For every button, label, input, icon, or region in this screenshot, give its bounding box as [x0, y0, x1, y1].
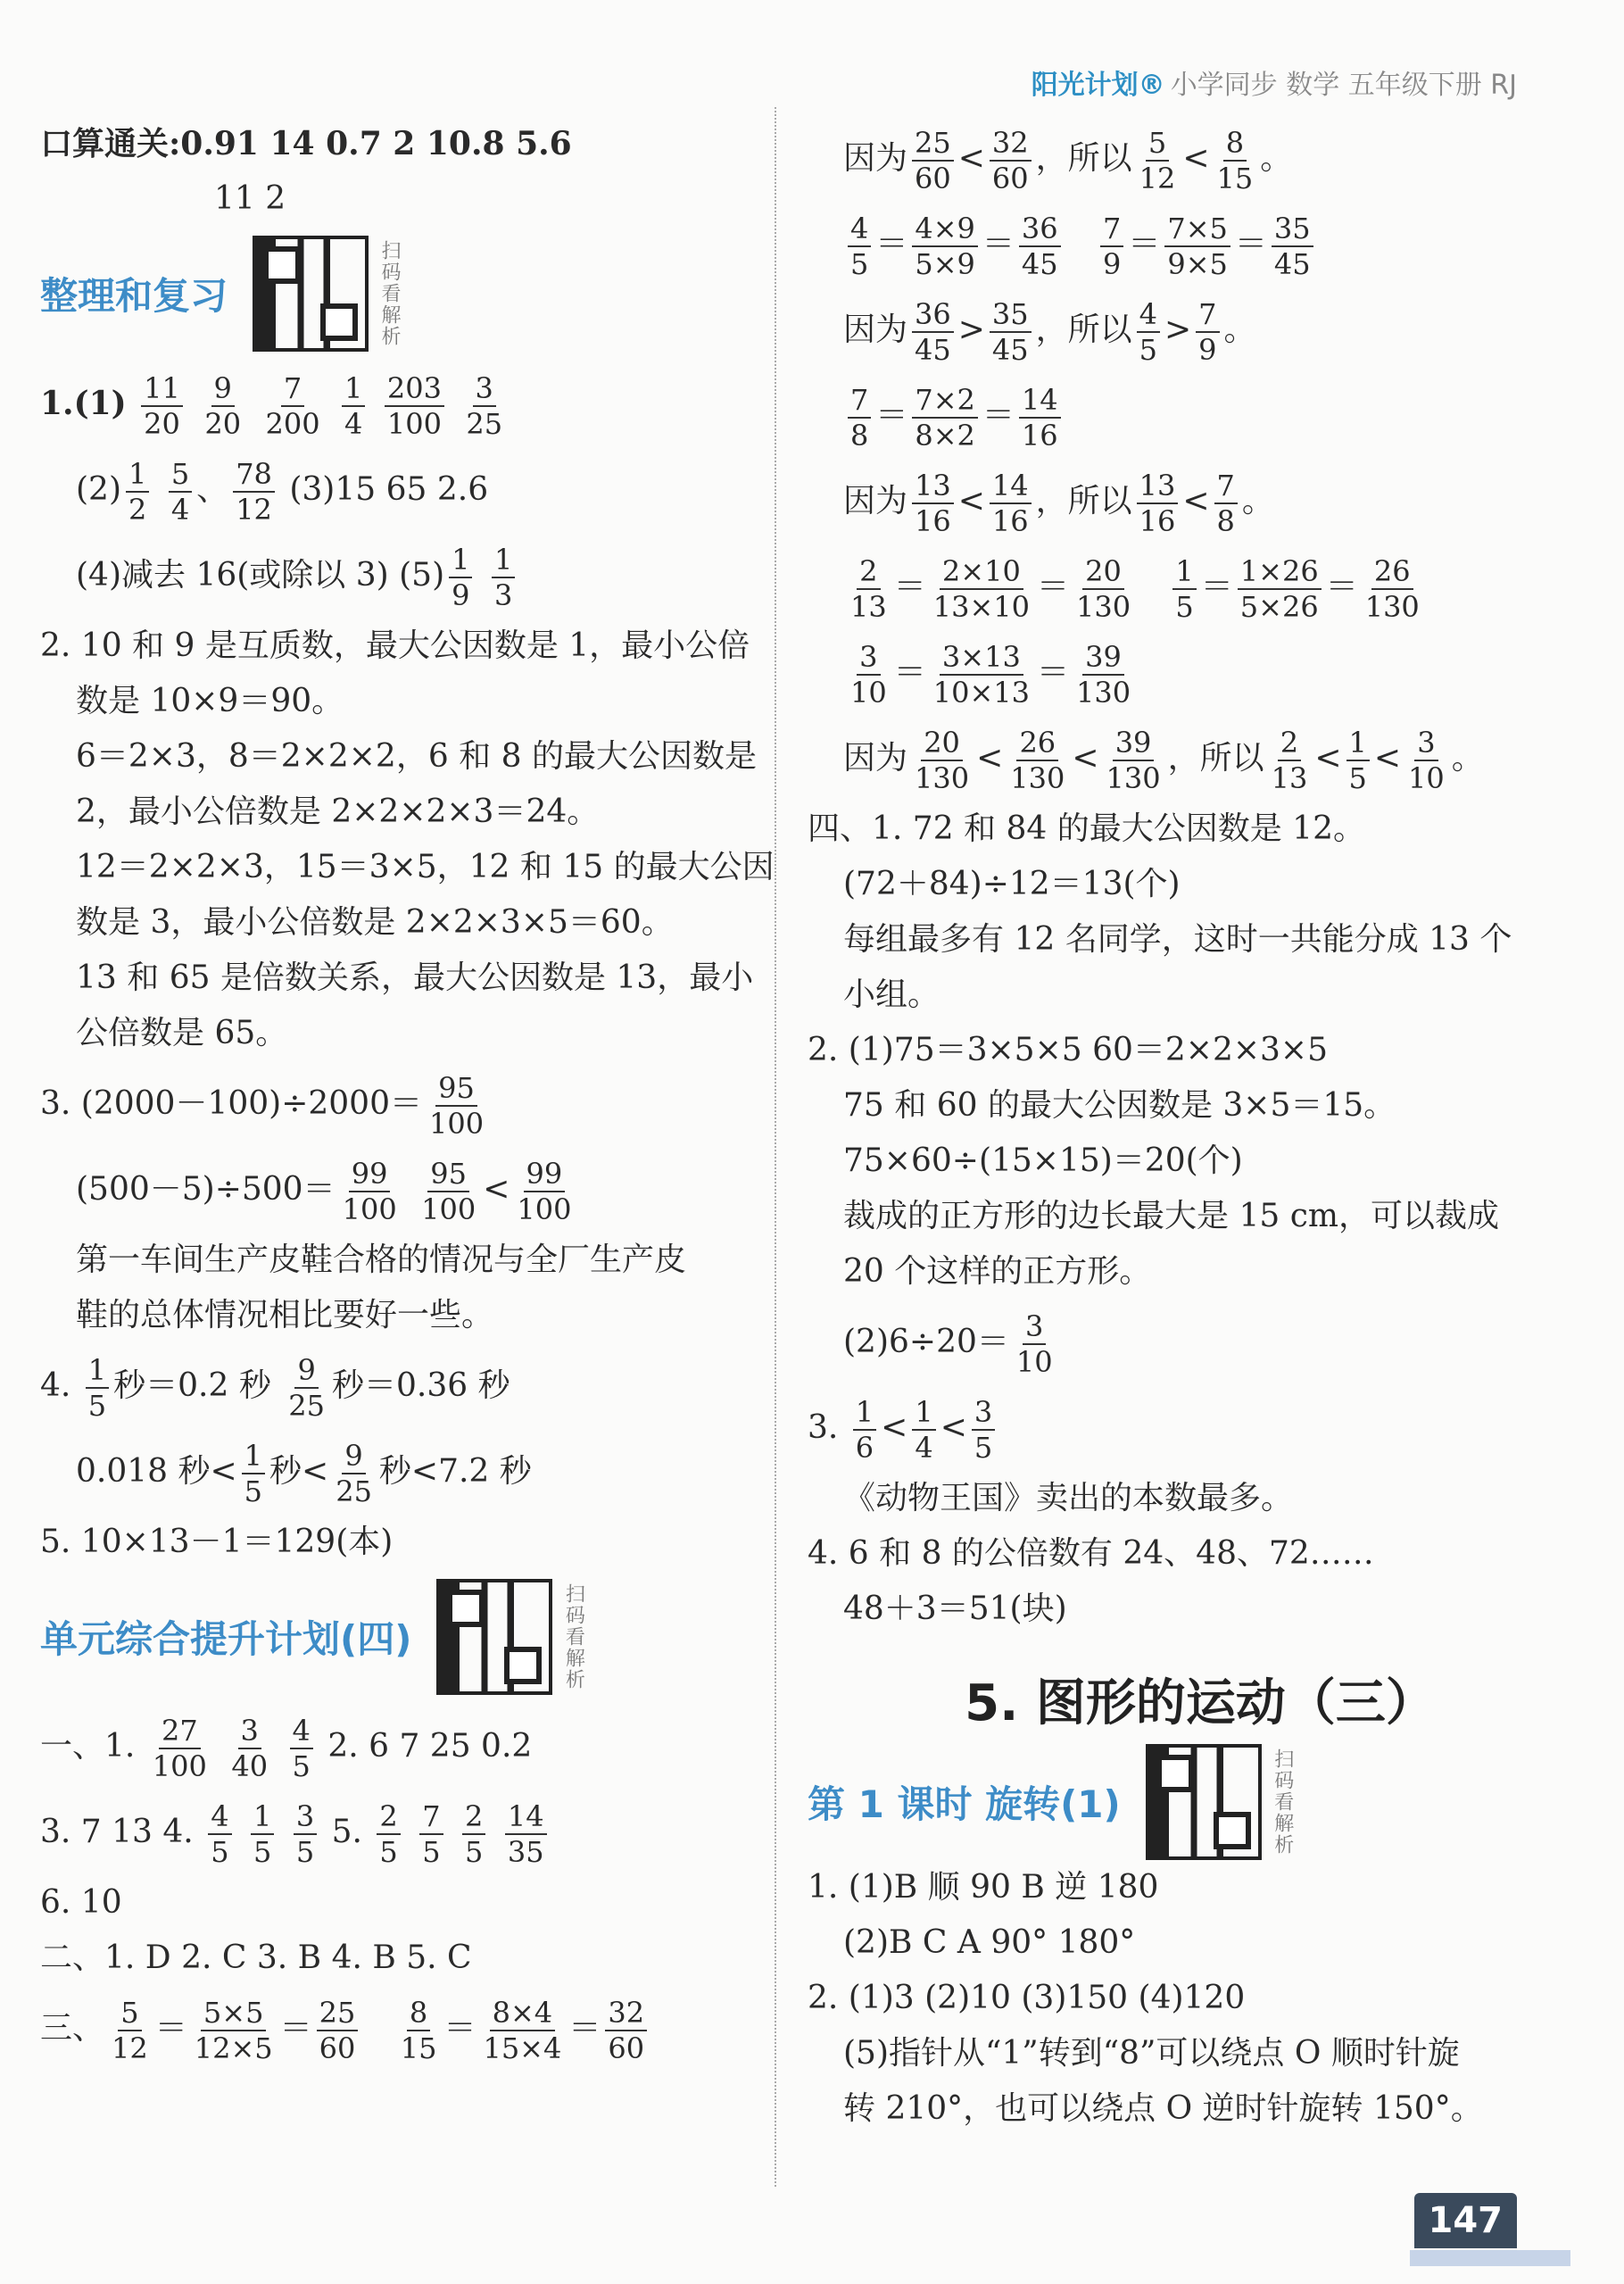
q2-line: 13 和 65 是倍数关系，最大公因数是 13，最小 — [76, 959, 754, 996]
fraction: $\frac{36}{45}$ — [1019, 214, 1061, 278]
right-column — [808, 116, 1539, 2137]
q1-line1 — [40, 361, 754, 447]
q2-line: 2. 10 和 9 是互质数，最大公因数是 1，最小公倍 — [40, 627, 750, 664]
fraction: $\frac{1}{5}$ — [1172, 557, 1196, 621]
fraction: $\frac{3}{25}$ — [466, 371, 503, 441]
q-number: 1.(1) — [40, 385, 127, 422]
fraction: $\frac{8\times 4}{15\times 4}$ — [483, 1996, 562, 2065]
fraction: $\frac{3}{40}$ — [231, 1714, 269, 1783]
q2-line: 2，最小公倍数是 2×2×2×3＝24。 — [76, 793, 600, 830]
fraction: $\frac{5}{12}$ — [1139, 126, 1176, 195]
fraction: $\frac{4}{5}$ — [290, 1716, 313, 1781]
fraction: $\frac{35}{45}$ — [990, 300, 1032, 364]
fraction: $\frac{203}{100}$ — [385, 374, 444, 438]
q2-line: 数是 10×9＝90。 — [76, 683, 344, 719]
fraction: $\frac{1}{9}$ — [449, 545, 472, 610]
fraction: $\frac{2}{5}$ — [462, 1802, 485, 1866]
unit-line2: 3. 7 13 4. $\frac{4}{5}$ $\frac{1}{5}$ $\frac{3}{5}$ 5. $\frac{2}{5}$ $\frac{7}{5}$ $\frac{2}{5}$ $\frac{14}{35}$ — [40, 1790, 754, 1875]
convert-line: $\frac{7}{8}$ ＝ $\frac{7\times 2}{8\times 2}$ ＝ $\frac{14}{16}$ — [808, 373, 1539, 459]
lesson-head — [808, 1744, 1539, 1860]
fraction: $\frac{9}{25}$ — [336, 1439, 372, 1508]
fraction: $\frac{2\times 10}{13\times 10}$ — [932, 554, 1030, 624]
fraction: $\frac{1\times 26}{5\times 26}$ — [1238, 557, 1322, 621]
fraction: $\frac{9}{20}$ — [204, 371, 242, 441]
fraction: $\frac{3}{5}$ — [294, 1802, 317, 1866]
fraction: $\frac{20}{130}$ — [915, 726, 970, 795]
fraction: $\frac{13}{16}$ — [912, 471, 954, 536]
q1-line2: (2) $\frac{1}{2}$ $\frac{5}{4}$ 、 $\frac{78}{12}$ (3)15 65 2.6 — [76, 457, 489, 527]
q3-line2: (500－5)÷500＝ $\frac{99}{100}$ $\frac{95}{100}$ < $\frac{99}{100}$ — [40, 1147, 754, 1233]
section-unit-head — [40, 1570, 754, 1704]
fraction: $\frac{1}{4}$ — [912, 1398, 935, 1462]
fraction: $\frac{3}{5}$ — [972, 1398, 995, 1462]
qr-code-icon[interactable] — [1146, 1744, 1262, 1860]
brand-name: 阳光计划® — [1031, 70, 1165, 101]
fraction: $\frac{95}{100}$ — [421, 1157, 476, 1226]
q5-line: 5. 10×13－1＝129(本) — [40, 1524, 394, 1560]
fraction: $\frac{1}{5}$ — [242, 1441, 265, 1506]
q4-4-text: 4. 6 和 8 的公倍数有 24、48、72…… — [808, 1535, 1374, 1572]
header-subtitle: 小学同步 数学 五年级下册 RJ — [1170, 70, 1517, 101]
q4-text: 裁成的正方形的边长最大是 15 cm，可以裁成 — [843, 1198, 1499, 1234]
fraction: $\frac{1}{6}$ — [853, 1398, 876, 1462]
q4-text: 2. (1)75＝3×5×5 60＝2×2×3×5 — [808, 1032, 1328, 1068]
fraction: $\frac{7}{8}$ — [848, 386, 871, 450]
lesson-title: 第 1 课时 旋转(1) — [808, 1782, 1121, 1826]
fraction: $\frac{3}{10}$ — [1015, 1309, 1053, 1379]
fraction: $\frac{25}{60}$ — [912, 129, 954, 193]
q3-text: 鞋的总体情况相比要好一些。 — [76, 1297, 494, 1333]
q1-line3: (4)减去 16(或除以 3) (5) $\frac{1}{9}$ $\frac{1}{3}$ — [40, 533, 754, 619]
q3-text: 第一车间生产皮鞋合格的情况与全厂生产皮 — [76, 1242, 687, 1278]
chapter-title: 5. 图形的运动（三） — [965, 1674, 1436, 1732]
fraction: $\frac{3\times 13}{10\times 13}$ — [932, 640, 1030, 710]
page-number: 147 — [1414, 2193, 1518, 2248]
q4-3-line: 3. $\frac{1}{6}$ < $\frac{1}{4}$ < $\frac{3}{5}$ — [808, 1385, 1539, 1471]
fraction: $\frac{4\times 9}{5\times 9}$ — [912, 214, 978, 278]
fraction: $\frac{2}{5}$ — [377, 1802, 400, 1866]
page-header — [1032, 62, 1517, 102]
fraction: $\frac{2}{13}$ — [850, 554, 887, 624]
fraction: $\frac{1}{5}$ — [86, 1356, 109, 1420]
fraction: $\frac{14}{16}$ — [1019, 386, 1061, 450]
fraction: $\frac{25}{60}$ — [317, 1998, 359, 2063]
oral-answers-cont: 11 2 — [214, 180, 286, 217]
convert-line: $\frac{3}{10}$ ＝ $\frac{3\times 13}{10\times 13}$ ＝ $\frac{39}{130}$ — [808, 630, 1539, 716]
fraction: $\frac{2}{13}$ — [1271, 726, 1308, 795]
q4-text: (72＋84)÷12＝13(个) — [843, 866, 1181, 902]
fraction: $\frac{1}{5}$ — [1346, 728, 1370, 793]
fraction: $\frac{5\times 5}{12\times 5}$ — [194, 1996, 273, 2065]
q2-line: 公倍数是 65。 — [76, 1015, 288, 1051]
section-review-head — [40, 227, 754, 361]
q4-text: 每组最多有 12 名同学，这时一共能分成 13 个 — [843, 921, 1512, 958]
fraction: $\frac{3}{10}$ — [850, 640, 887, 710]
unit-line4: 二、1. D 2. C 3. B 4. B 5. C — [40, 1939, 472, 1976]
fraction: $\frac{14}{16}$ — [990, 471, 1032, 536]
oral-answers: 口算通关:0.91 14 0.7 2 10.8 5.6 — [40, 125, 572, 162]
qr-code-icon[interactable] — [253, 236, 369, 352]
section-title: 整理和复习 — [40, 274, 228, 318]
footer-bar — [1410, 2250, 1570, 2266]
lesson-answer: (5)指针从“1”转到“8”可以绕点 O 顺时针旋 — [843, 2035, 1460, 2072]
compare-line: 因为 $\frac{25}{60}$ < $\frac{32}{60}$ ，所以 $\frac{5}{12}$ < $\frac{8}{15}$ 。 — [843, 126, 1293, 195]
compare-line: 因为 $\frac{13}{16}$ < $\frac{14}{16}$ ，所以 $\frac{13}{16}$ < $\frac{7}{8}$ 。 — [843, 469, 1274, 538]
fraction: $\frac{14}{35}$ — [505, 1802, 547, 1866]
section-title: 单元综合提升计划(四) — [40, 1617, 412, 1661]
q4-2b-line: (2)6÷20＝ $\frac{3}{10}$ — [808, 1300, 1539, 1385]
fraction: $\frac{39}{130}$ — [1106, 726, 1161, 795]
fraction: $\frac{9}{25}$ — [288, 1353, 326, 1423]
fraction: $\frac{13}{16}$ — [1137, 471, 1179, 536]
fraction: $\frac{20}{130}$ — [1076, 554, 1131, 624]
left-column — [40, 116, 775, 2072]
fraction: $\frac{26}{130}$ — [1364, 554, 1420, 624]
fraction: $\frac{7}{5}$ — [419, 1802, 443, 1866]
fraction: $\frac{99}{100}$ — [342, 1157, 397, 1226]
fraction: $\frac{7\times 5}{9\times 5}$ — [1164, 214, 1230, 278]
q4-line1: 4. $\frac{1}{5}$ 秒＝0.2 秒 $\frac{9}{25}$ 秒＝0.36 秒 — [40, 1353, 510, 1423]
qr-caption: 扫码看解析 — [378, 240, 402, 347]
unit-line1: 一、1. $\frac{27}{100}$ $\frac{3}{40}$ $\frac{4}{5}$ 2. 6 7 25 0.2 — [40, 1714, 533, 1783]
q3-line1: 3. (2000－100)÷2000＝ $\frac{95}{100}$ — [40, 1061, 754, 1147]
fraction: $\frac{4}{5}$ — [848, 214, 871, 278]
unit-line3: 6. 10 — [40, 1884, 122, 1921]
qr-code-icon[interactable] — [436, 1579, 552, 1695]
lesson-answer: 转 210°，也可以绕点 O 逆时针旋转 150°。 — [843, 2090, 1483, 2127]
lesson-answer: 2. (1)3 (2)10 (3)150 (4)120 — [808, 1980, 1246, 2016]
q4-text: 20 个这样的正方形。 — [843, 1253, 1152, 1290]
compare-line: 因为 $\frac{20}{130}$ < $\frac{26}{130}$ < $\frac{39}{130}$ ，所以 $\frac{2}{13}$ < $\frac{1}{5}$ < $\frac{3}{10}$ 。 — [843, 726, 1484, 795]
fraction: $\frac{78}{12}$ — [233, 460, 275, 524]
fraction: $\frac{5}{12}$ — [112, 1996, 148, 2065]
convert-line: $\frac{4}{5}$ ＝ $\frac{4\times 9}{5\times 9}$ ＝ $\frac{36}{45}$ $\frac{7}{9}$ ＝ $\frac{7\times 5}{9\times 5}$ ＝ $\frac{35}{45}$ — [808, 202, 1539, 287]
lesson-answer: (2)B C A 90° 180° — [843, 1924, 1136, 1961]
fraction: $\frac{1}{5}$ — [251, 1802, 274, 1866]
fraction: $\frac{1}{3}$ — [492, 545, 515, 610]
q4-text: 小组。 — [843, 976, 940, 1013]
q4-text: 75×60÷(15×15)＝20(个) — [843, 1142, 1243, 1179]
fraction: $\frac{27}{100}$ — [152, 1714, 207, 1783]
unit-line5: 三、 $\frac{5}{12}$ ＝ $\frac{5\times 5}{12\times 5}$ ＝ $\frac{25}{60}$ $\frac{8}{15}$ ＝ $\frac{8\times 4}{15\times 4}$ ＝ $\frac{32}{60}$ — [40, 1986, 754, 2072]
fraction: $\frac{4}{5}$ — [208, 1802, 231, 1866]
fraction: $\frac{8}{15}$ — [1216, 126, 1254, 195]
fraction: $\frac{7}{8}$ — [1214, 471, 1238, 536]
fraction: $\frac{26}{130}$ — [1010, 726, 1065, 795]
q4-3-text: 《动物王国》卖出的本数最多。 — [843, 1480, 1294, 1516]
qr-caption: 扫码看解析 — [1271, 1748, 1294, 1856]
fraction: $\frac{7\times 2}{8\times 2}$ — [912, 386, 978, 450]
fraction: $\frac{3}{10}$ — [1408, 726, 1445, 795]
fraction: $\frac{95}{100}$ — [429, 1071, 485, 1141]
fraction: $\frac{1}{2}$ — [126, 460, 149, 524]
lesson-answer: 1. (1)B 顺 90 B 逆 180 — [808, 1869, 1159, 1906]
qr-caption: 扫码看解析 — [562, 1583, 585, 1690]
q2-line: 数是 3，最小公倍数是 2×2×3×5＝60。 — [76, 904, 674, 941]
q4-text: 75 和 60 的最大公因数是 3×5＝15。 — [843, 1087, 1396, 1124]
q4-text: 四、1. 72 和 84 的最大公因数是 12。 — [808, 810, 1365, 847]
fraction: $\frac{7}{9}$ — [1100, 214, 1123, 278]
fraction: $\frac{39}{130}$ — [1076, 640, 1131, 710]
fraction: $\frac{7}{200}$ — [265, 371, 320, 441]
q2-line: 6＝2×3，8＝2×2×2，6 和 8 的最大公因数是 — [76, 738, 757, 775]
fraction: $\frac{7}{9}$ — [1196, 300, 1219, 364]
fraction: $\frac{8}{15}$ — [400, 1996, 437, 2065]
fraction: $\frac{35}{45}$ — [1272, 214, 1313, 278]
q4-4-text: 48＋3＝51(块) — [843, 1590, 1067, 1627]
fraction: $\frac{4}{5}$ — [1137, 300, 1160, 364]
compare-line: 因为 $\frac{36}{45}$ > $\frac{35}{45}$ ，所以 $\frac{4}{5}$ > $\frac{7}{9}$ 。 — [843, 297, 1256, 367]
column-divider — [775, 107, 776, 2187]
q4-line2: 0.018 秒< $\frac{1}{5}$ 秒< $\frac{9}{25}$ 秒<7.2 秒 — [76, 1439, 532, 1508]
q2-line: 12＝2×2×3，15＝3×5，12 和 15 的最大公因 — [76, 849, 775, 885]
fraction: $\frac{32}{60}$ — [605, 1998, 647, 2063]
fraction: $\frac{1}{4}$ — [342, 374, 365, 438]
fraction: $\frac{32}{60}$ — [990, 129, 1032, 193]
convert-line: $\frac{2}{13}$ ＝ $\frac{2\times 10}{13\times 10}$ ＝ $\frac{20}{130}$ $\frac{1}{5}$ ＝ $\frac{1\times 26}{5\times 26}$ ＝ $\frac{26}{130}$ — [808, 544, 1539, 630]
fraction: $\frac{11}{20}$ — [141, 374, 183, 438]
fraction: $\frac{5}{4}$ — [169, 460, 192, 524]
fraction: $\frac{36}{45}$ — [912, 300, 954, 364]
fraction: $\frac{99}{100}$ — [517, 1157, 572, 1226]
